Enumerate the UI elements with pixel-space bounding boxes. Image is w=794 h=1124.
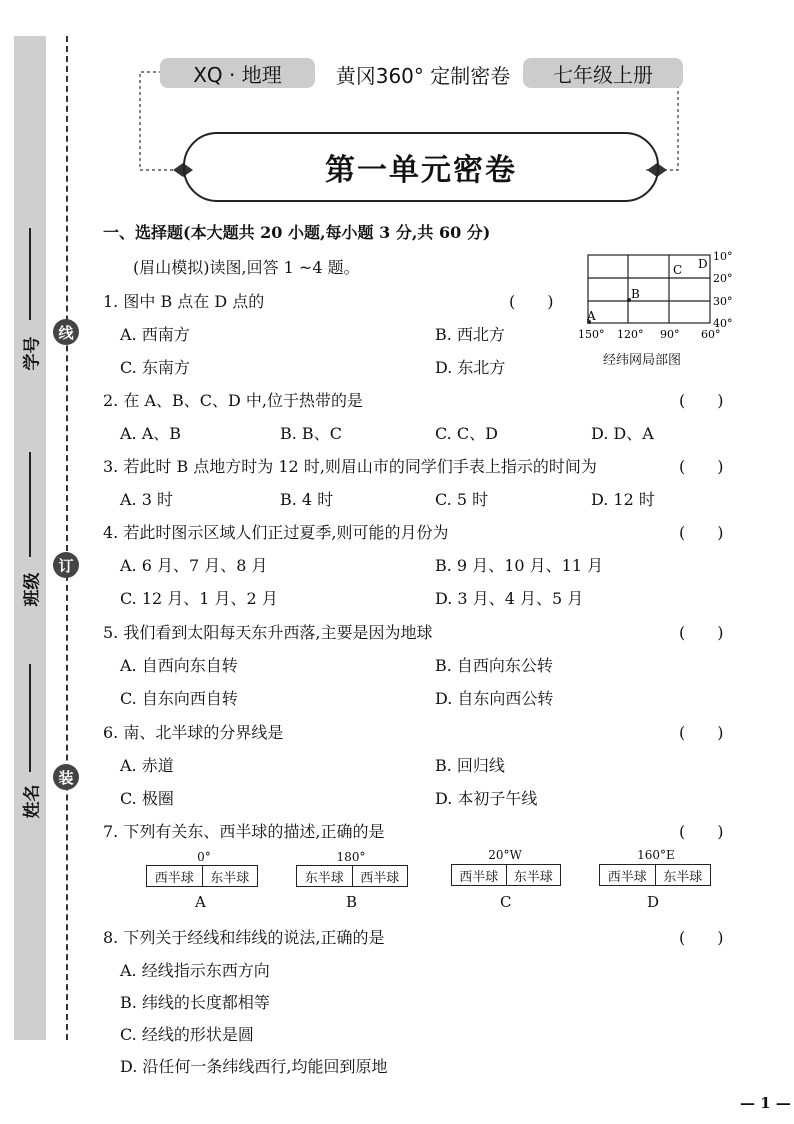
subject-pill: XQ · 地理 (160, 58, 315, 88)
q3-option-a[interactable]: A. 3 时 (120, 490, 173, 509)
q8-option-c[interactable]: C. 经线的形状是圆 (120, 1025, 254, 1044)
page-number: — 1 — (740, 1094, 791, 1112)
q2-option-c[interactable]: C. C、D (435, 424, 498, 443)
q5-option-d[interactable]: D. 自东向西公转 (435, 689, 554, 708)
q7-d-label: D (647, 893, 660, 911)
q7-d-right: 东半球 (655, 865, 711, 885)
q1-option-a[interactable]: A. 西南方 (120, 325, 190, 344)
seal-line: 线 (53, 319, 79, 345)
grade-pill: 七年级上册 (523, 58, 683, 88)
q1-option-b[interactable]: B. 西北方 (435, 325, 505, 344)
svg-text:150°: 150° (578, 328, 605, 341)
svg-text:60°: 60° (701, 328, 721, 341)
svg-text:90°: 90° (660, 328, 680, 341)
q4-option-a[interactable]: A. 6 月、7 月、8 月 (120, 556, 268, 575)
point-a: A (587, 309, 596, 323)
q7-a-label: A (195, 893, 206, 911)
question-2: 2. 在 A、B、C、D 中,位于热带的是 (103, 391, 363, 410)
q7-c-right: 东半球 (506, 865, 561, 885)
answer-slot-6[interactable]: ( ) (679, 723, 724, 742)
answer-slot-2[interactable]: ( ) (679, 391, 724, 410)
q1-option-d[interactable]: D. 东北方 (435, 358, 506, 377)
q7-c-label: C (500, 893, 512, 911)
question-7: 7. 下列有关东、西半球的描述,正确的是 (103, 822, 385, 841)
q7-figure-a[interactable] (146, 865, 258, 887)
page-title: 第一单元密卷 (183, 132, 659, 202)
q3-option-b[interactable]: B. 4 时 (280, 490, 334, 509)
name-blank (29, 664, 31, 772)
svg-text:30°: 30° (713, 295, 733, 308)
q5-option-c[interactable]: C. 自东向西自转 (120, 689, 238, 708)
question-1: 1. 图中 B 点在 D 点的 (103, 292, 265, 311)
q7-b-label: B (346, 893, 358, 911)
student-no-blank (29, 228, 31, 320)
answer-slot-3[interactable]: ( ) (679, 457, 724, 476)
q7-a-right: 东半球 (202, 866, 258, 886)
question-8: 8. 下列关于经线和纬线的说法,正确的是 (103, 928, 385, 947)
q4-option-c[interactable]: C. 12 月、1 月、2 月 (120, 589, 278, 608)
q4-option-d[interactable]: D. 3 月、4 月、5 月 (435, 589, 584, 608)
answer-slot-4[interactable]: ( ) (679, 523, 724, 542)
question-6: 6. 南、北半球的分界线是 (103, 723, 284, 742)
question-3: 3. 若此时 B 点地方时为 12 时,则眉山市的同学们手表上指示的时间为 (103, 457, 597, 476)
q7-d-meridian: 160°E (637, 848, 675, 862)
svg-text:10°: 10° (713, 250, 733, 263)
q7-a-left: 西半球 (154, 870, 194, 886)
cut-line (66, 36, 68, 1040)
q7-figure-c[interactable] (451, 864, 561, 886)
class-blank (29, 452, 31, 557)
q7-figure-b[interactable] (296, 865, 408, 887)
q7-c-left: 西半球 (459, 869, 499, 885)
q8-option-b[interactable]: B. 纬线的长度都相等 (120, 993, 270, 1012)
q8-option-d[interactable]: D. 沿任何一条纬线西行,均能回到原地 (120, 1057, 388, 1076)
answer-slot-5[interactable]: ( ) (679, 623, 724, 642)
lat-lon-grid-map (575, 248, 745, 348)
q6-option-b[interactable]: B. 回归线 (435, 756, 505, 775)
q7-a-meridian: 0° (197, 850, 211, 864)
map-caption: 经纬网局部图 (603, 353, 682, 368)
name-label: 姓名 (22, 784, 43, 819)
point-c: C (673, 263, 683, 277)
q7-b-meridian: 180° (336, 850, 366, 864)
q8-option-a[interactable]: A. 经线指示东西方向 (120, 961, 270, 980)
svg-text:40°: 40° (713, 317, 733, 330)
seal-bind: 订 (53, 552, 79, 578)
q3-option-d[interactable]: D. 12 时 (591, 490, 655, 509)
point-b: B (631, 287, 640, 301)
section-heading: 一、选择题(本大题共 20 小题,每小题 3 分,共 60 分) (103, 223, 491, 242)
q2-option-d[interactable]: D. D、A (591, 424, 654, 443)
q7-d-left: 西半球 (607, 869, 647, 885)
q1-option-c[interactable]: C. 东南方 (120, 358, 190, 377)
q5-option-a[interactable]: A. 自西向东自转 (120, 656, 238, 675)
q5-option-b[interactable]: B. 自西向东公转 (435, 656, 553, 675)
q2-option-a[interactable]: A. A、B (120, 424, 182, 443)
q7-b-left: 东半球 (304, 870, 344, 886)
class-label: 班级 (22, 572, 43, 607)
q3-option-c[interactable]: C. 5 时 (435, 490, 489, 509)
question-4: 4. 若此时图示区域人们正过夏季,则可能的月份为 (103, 523, 449, 542)
q4-option-b[interactable]: B. 9 月、10 月、11 月 (435, 556, 604, 575)
q6-option-c[interactable]: C. 极圈 (120, 789, 174, 808)
answer-slot-1[interactable]: ( ) (509, 292, 554, 311)
series-title: 黄冈360° 定制密卷 (335, 64, 511, 88)
q6-option-d[interactable]: D. 本初子午线 (435, 789, 538, 808)
svg-text:20°: 20° (713, 272, 733, 285)
point-d: D (698, 257, 708, 271)
q7-c-meridian: 20°W (488, 848, 522, 862)
section-intro: (眉山模拟)读图,回答 1 ~4 题。 (133, 258, 360, 277)
answer-slot-7[interactable]: ( ) (679, 822, 724, 841)
q7-b-right: 西半球 (352, 866, 408, 886)
q2-option-b[interactable]: B. B、C (280, 424, 342, 443)
q7-figure-d[interactable] (599, 864, 711, 886)
question-5: 5. 我们看到太阳每天东升西落,主要是因为地球 (103, 623, 433, 642)
q6-option-a[interactable]: A. 赤道 (120, 756, 174, 775)
seal-fold: 装 (53, 764, 79, 790)
answer-slot-8[interactable]: ( ) (679, 928, 724, 947)
student-no-label: 学号 (22, 336, 43, 371)
svg-text:120°: 120° (617, 328, 644, 341)
